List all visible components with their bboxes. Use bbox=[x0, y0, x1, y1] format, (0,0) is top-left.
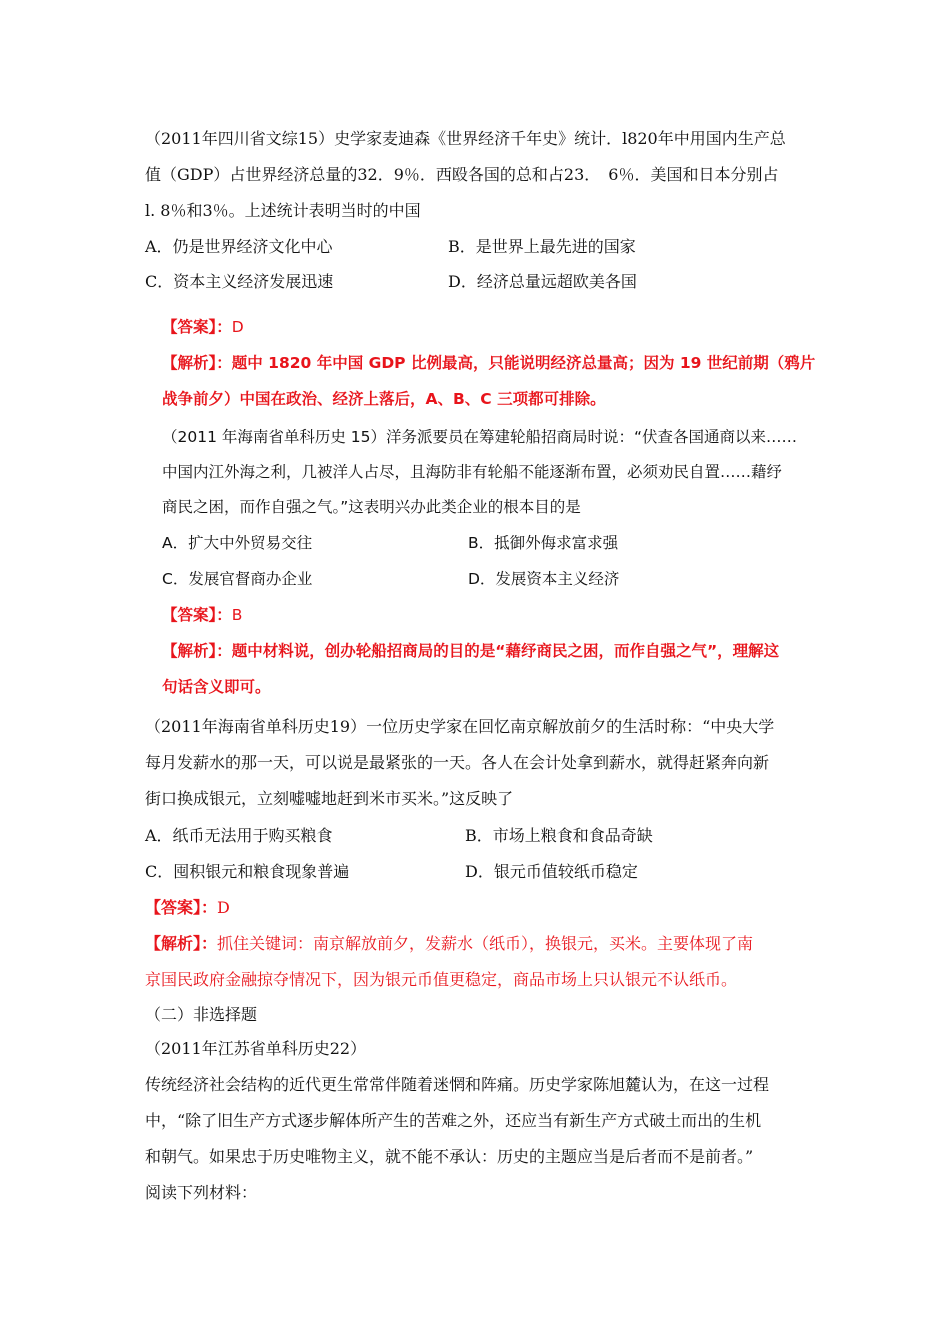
q3-stem-line-1: （2011年海南省单科历史19）一位历史学家在回忆南京解放前夕的生活时称：“中央大学 bbox=[145, 717, 775, 736]
q2-analysis-line-2: 句话含义即可。 bbox=[162, 678, 271, 696]
q1-analysis-line-2: 战争前夕）中国在政治、经济上落后，A、B、C 三项都可排除。 bbox=[162, 390, 606, 408]
q1-stem-line-3: l. 8％和3％。上述统计表明当时的中国 bbox=[145, 201, 421, 220]
q2-option-c: C．发展官督商办企业 bbox=[162, 570, 313, 588]
q1-analysis-line-1 bbox=[162, 352, 817, 374]
q2-stem-line-3: 商民之困，而作自强之气。”这表明兴办此类企业的根本目的是 bbox=[162, 498, 581, 516]
q3-answer-label: 【答案】： bbox=[145, 898, 218, 917]
q2-option-a: A．扩大中外贸易交往 bbox=[162, 534, 313, 552]
q2-option-b: B．抵御外侮求富求强 bbox=[468, 534, 619, 552]
q3-option-c: C．囤积银元和粮食现象普遍 bbox=[145, 862, 350, 881]
q1-stem-line-1: （2011年四川省文综15）史学家麦迪森《世界经济千年史》统计．l820年中用国内生产总 bbox=[145, 129, 786, 148]
section-text-line-2: 中，“除了旧生产方式逐步解体所产生的苦难之外，还应当有新生产方式破土而出的生机 bbox=[145, 1111, 762, 1130]
q3-option-d: D．银元币值较纸币稳定 bbox=[465, 862, 638, 881]
q3-stem-line-3: 街口换成银元，立刻嘘嘘地赶到米市买米。”这反映了 bbox=[145, 789, 514, 808]
q2-option-d: D．发展资本主义经济 bbox=[468, 570, 620, 588]
q1-answer bbox=[162, 316, 817, 338]
q2-answer-label: 【答案】： bbox=[162, 606, 232, 624]
section-heading: （二）非选择题 bbox=[145, 1005, 258, 1024]
q2-stem-line-2: 中国内江外海之利，几被洋人占尽，且海防非有轮船不能逐渐布置，必须劝民自置……藉纾 bbox=[162, 463, 783, 481]
q3-analysis-line-2: 京国民政府金融掠夺情况下，因为银元币值更稳定，商品市场上只认银元不认纸币。 bbox=[145, 970, 738, 989]
q1-option-d: D．经济总量远超欧美各国 bbox=[448, 272, 637, 291]
q3-analysis-line-1 bbox=[145, 933, 815, 955]
q3-option-b: B．市场上粮食和食品奇缺 bbox=[465, 826, 653, 845]
section-text-line-4: 阅读下列材料： bbox=[145, 1183, 258, 1202]
section-text-line-3: 和朝气。如果忠于历史唯物主义，就不能不承认：历史的主题应当是后者而不是前者。” bbox=[145, 1147, 754, 1166]
q2-analysis-label: 【解析】： bbox=[162, 642, 232, 660]
q1-option-a: A．仍是世界经济文化中心 bbox=[145, 237, 333, 256]
q1-option-c: C．资本主义经济发展迅速 bbox=[145, 272, 334, 291]
q2-analysis-text-1: 题中材料说，创办轮船招商局的目的是“藉纾商民之困，而作自强之气”，理解这 bbox=[231, 642, 780, 660]
q3-analysis-label: 【解析】： bbox=[145, 934, 218, 953]
section-text-line-1: 传统经济社会结构的近代更生常常伴随着迷惘和阵痛。历史学家陈旭麓认为，在这一过程 bbox=[145, 1075, 770, 1094]
q1-analysis-text-1: 题中 1820 年中国 GDP 比例最高，只能说明经济总量高；因为 19 世纪前期（鸦片 bbox=[231, 354, 816, 372]
q3-answer bbox=[145, 897, 815, 919]
q1-answer-value: D bbox=[231, 318, 244, 336]
q1-analysis-label: 【解析】： bbox=[162, 354, 232, 372]
q1-option-b: B．是世界上最先进的国家 bbox=[448, 237, 636, 256]
q3-option-a: A．纸币无法用于购买粮食 bbox=[145, 826, 333, 845]
q3-analysis-text-1: 抓住关键词：南京解放前夕，发薪水（纸币），换银元，买米。主要体现了南 bbox=[217, 934, 754, 953]
q2-analysis-line-1 bbox=[162, 640, 817, 662]
q2-stem-line-1: （2011 年海南省单科历史 15）洋务派要员在筹建轮船招商局时说：“伏查各国通商以来…… bbox=[162, 428, 798, 446]
q1-stem-line-2: 值（GDP）占世界经济总量的32．9％．西殴各国的总和占23． 6％．美国和日本分别占 bbox=[145, 165, 779, 184]
q1-answer-label: 【答案】： bbox=[162, 318, 232, 336]
q2-answer-value: B bbox=[231, 606, 243, 624]
q3-answer-value: D bbox=[217, 898, 230, 917]
q3-stem-line-2: 每月发薪水的那一天，可以说是最紧张的一天。各人在会计处拿到薪水，就得赶紧奔向新 bbox=[145, 753, 770, 772]
section-source: （2011年江苏省单科历史22） bbox=[145, 1039, 367, 1058]
q2-answer bbox=[162, 604, 817, 626]
